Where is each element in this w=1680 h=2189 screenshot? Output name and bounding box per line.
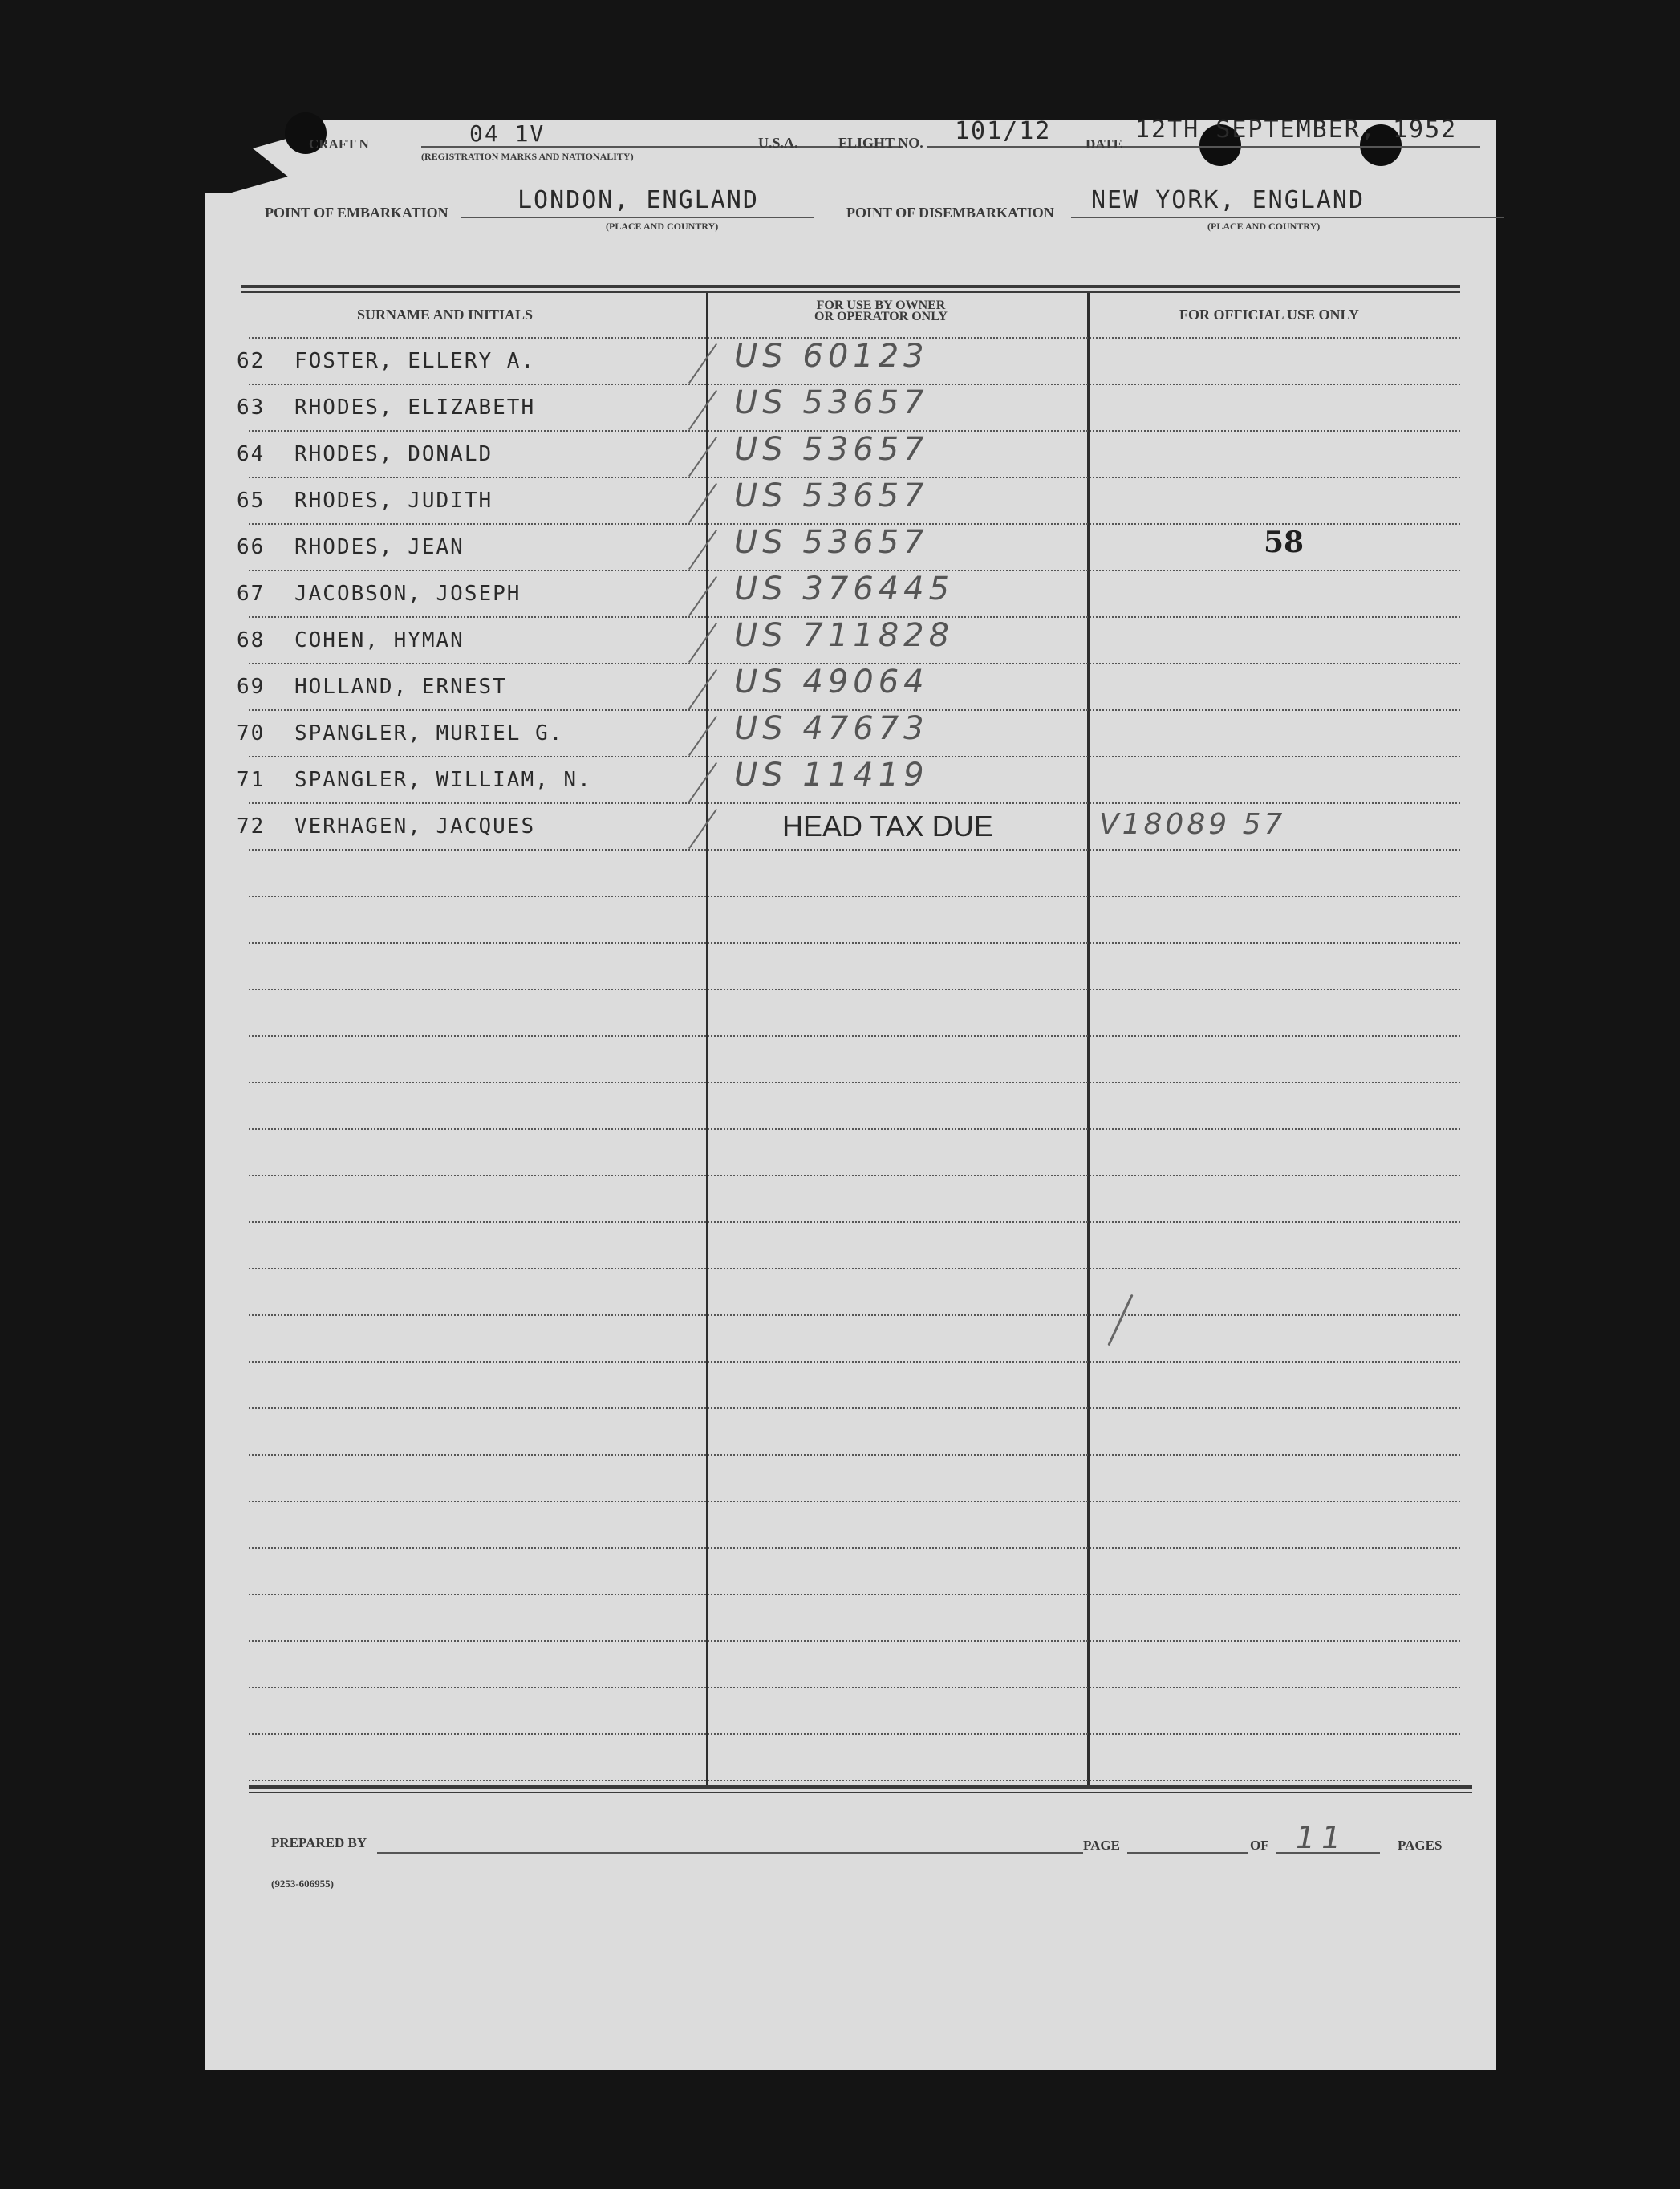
check-mark	[688, 530, 717, 570]
registration-caption: (REGISTRATION MARKS AND NATIONALITY)	[421, 151, 634, 162]
date-label: DATE	[1086, 136, 1122, 152]
passenger-id: US 53657	[734, 477, 929, 514]
table-row	[205, 808, 1496, 861]
passenger-id: US 376445	[734, 571, 955, 607]
column-header-official: FOR OFFICIAL USE ONLY	[1179, 307, 1359, 323]
embarkation-label: POINT OF EMBARKATION	[265, 205, 448, 221]
row-rule	[249, 1407, 1460, 1409]
row-rule	[249, 1640, 1460, 1642]
row-number: 65	[237, 489, 266, 513]
row-number: 66	[237, 535, 266, 559]
flight-label: FLIGHT NO.	[838, 135, 923, 151]
row-rule	[249, 1594, 1460, 1595]
date-underline	[1127, 146, 1480, 148]
row-number: 67	[237, 582, 266, 606]
check-mark	[688, 390, 717, 430]
row-number: 62	[237, 349, 266, 373]
table-row	[205, 757, 1496, 814]
row-number: 71	[237, 768, 266, 792]
check-mark	[688, 809, 717, 849]
pencil-mark	[1107, 1294, 1133, 1346]
embarkation-value: LONDON, ENGLAND	[517, 186, 759, 214]
check-mark	[688, 669, 717, 709]
official-count: 58	[1264, 526, 1305, 559]
check-mark	[688, 716, 717, 756]
passenger-id: US 53657	[734, 524, 929, 561]
check-mark	[688, 437, 717, 477]
head-tax-stamp: HEAD TAX DUE	[782, 810, 993, 843]
check-mark	[688, 576, 717, 616]
total-pages: 11	[1296, 1820, 1348, 1855]
check-mark	[688, 483, 717, 523]
total-pages-line	[1276, 1852, 1380, 1854]
date-value: 12TH SEPTEMBER, 1952	[1135, 116, 1458, 144]
passenger-name: RHODES, DONALD	[294, 442, 493, 466]
row-rule	[249, 1035, 1460, 1037]
disembarkation-caption: (PLACE AND COUNTRY)	[1207, 221, 1321, 232]
prepared-by-label: PREPARED BY	[271, 1835, 367, 1850]
row-number: 69	[237, 675, 266, 699]
passenger-name: COHEN, HYMAN	[294, 628, 465, 652]
column-header-surname: SURNAME AND INITIALS	[357, 307, 534, 323]
table-top-rule	[241, 285, 1460, 288]
row-rule	[249, 1314, 1460, 1316]
official-visa-number: V18089 57	[1099, 808, 1286, 841]
row-rule	[249, 1501, 1460, 1502]
table-bottom-rule	[249, 1785, 1472, 1789]
row-rule	[249, 1687, 1460, 1688]
passenger-name: HOLLAND, ERNEST	[294, 675, 507, 699]
passenger-id: US 53657	[734, 431, 929, 468]
row-rule	[249, 1733, 1460, 1735]
passenger-name: SPANGLER, WILLIAM, N.	[294, 768, 592, 792]
passenger-name: FOSTER, ELLERY A.	[294, 349, 536, 373]
of-label: OF	[1250, 1838, 1269, 1853]
aircraft-label: CRAFT N	[309, 136, 369, 152]
passenger-name: RHODES, ELIZABETH	[294, 396, 536, 420]
row-rule	[249, 1082, 1460, 1083]
row-number: 70	[237, 721, 266, 745]
passenger-id: US 60123	[734, 338, 929, 375]
table-top-rule-2	[241, 291, 1460, 293]
page-label: PAGE	[1083, 1838, 1120, 1853]
pages-label: PAGES	[1398, 1838, 1443, 1853]
row-rule	[249, 1128, 1460, 1130]
disembarkation-label: POINT OF DISEMBARKATION	[846, 205, 1054, 221]
passenger-id: US 49064	[734, 664, 929, 701]
row-rule	[249, 1221, 1460, 1223]
row-number: 68	[237, 628, 266, 652]
row-rule	[249, 1361, 1460, 1363]
column-header-owner-line2: OR OPERATOR ONLY	[814, 310, 948, 323]
row-rule	[249, 1780, 1460, 1781]
row-number: 64	[237, 442, 266, 466]
passenger-id: US 11419	[734, 757, 929, 794]
row-number: 63	[237, 396, 266, 420]
row-rule	[249, 1547, 1460, 1549]
passenger-name: VERHAGEN, JACQUES	[294, 814, 536, 839]
column-header-owner	[814, 298, 948, 324]
disembarkation-underline	[1071, 217, 1504, 218]
table-bottom-rule-2	[249, 1792, 1472, 1793]
manifest-page	[205, 116, 1496, 2070]
disembarkation-value: NEW YORK, ENGLAND	[1091, 186, 1366, 214]
check-mark	[688, 343, 717, 384]
page-number-line	[1127, 1852, 1248, 1854]
embarkation-caption: (PLACE AND COUNTRY)	[606, 221, 719, 232]
carrier-label: U.S.A.	[758, 135, 798, 151]
row-rule	[249, 989, 1460, 990]
passenger-name: RHODES, JUDITH	[294, 489, 493, 513]
passenger-id: US 47673	[734, 710, 929, 747]
flight-number: 101/12	[955, 117, 1052, 145]
passenger-name: SPANGLER, MURIEL G.	[294, 721, 564, 745]
passenger-name: RHODES, JEAN	[294, 535, 465, 559]
registration-underline	[421, 146, 903, 148]
embarkation-underline	[461, 217, 814, 218]
row-rule	[249, 1454, 1460, 1456]
passenger-id: US 711828	[734, 617, 955, 654]
passenger-id: US 53657	[734, 384, 929, 421]
passenger-name: JACOBSON, JOSEPH	[294, 582, 521, 606]
check-mark	[688, 762, 717, 802]
registration-value: 04 1V	[469, 120, 546, 147]
row-rule	[249, 896, 1460, 897]
prepared-by-line	[377, 1852, 1083, 1854]
row-rule	[249, 1175, 1460, 1176]
row-rule	[249, 942, 1460, 944]
row-number: 72	[237, 814, 266, 839]
check-mark	[688, 623, 717, 663]
form-code: (9253-606955)	[271, 1878, 334, 1890]
row-rule	[249, 1268, 1460, 1269]
column-header-owner-line1: FOR USE BY OWNER	[816, 298, 946, 312]
